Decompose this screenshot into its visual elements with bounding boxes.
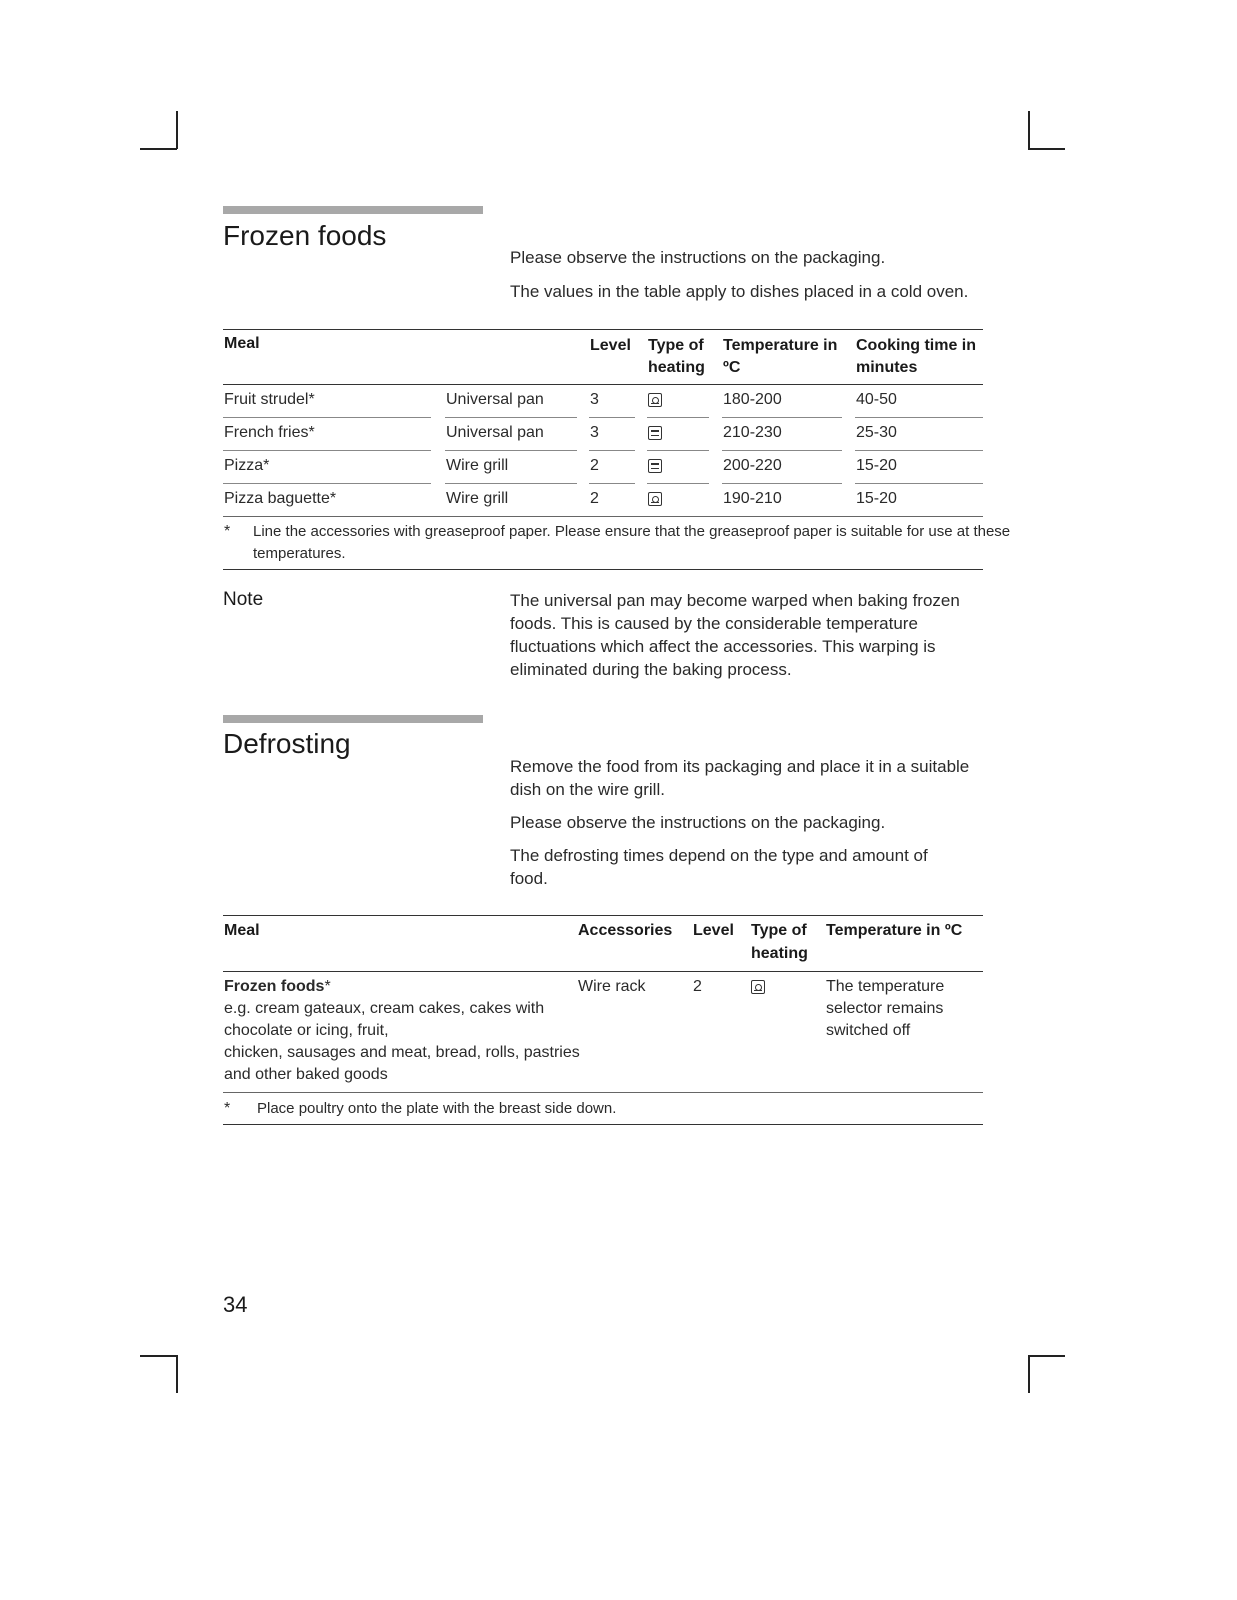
table-row-accessory: Universal pan <box>446 391 544 408</box>
note-line-3: fluctuations which affect the accessories. This warping is <box>510 637 936 656</box>
section-title-frozen-foods: Frozen foods <box>223 220 387 251</box>
defrost-row-meal-line-1: e.g. cream gateaux, cream cakes, cakes with <box>224 1000 545 1017</box>
defrost-header-accessories: Accessories <box>578 922 673 939</box>
defrost-row-accessory: Wire rack <box>578 978 646 995</box>
defrost-para-3-line-2: food. <box>510 869 548 888</box>
defrost-para-3-line-1: The defrosting times depend on the type and amount of <box>510 846 928 865</box>
frozen-header-temp-2: ºC <box>723 359 741 376</box>
table-row-time: 15-20 <box>856 490 897 507</box>
crop-mark-bottom-left-v <box>176 1355 178 1393</box>
crop-mark-top-left-h <box>140 148 177 150</box>
note-line-2: foods. This is caused by the considerable temperature <box>510 614 918 633</box>
frozen-header-type-2: heating <box>648 359 705 376</box>
note-label: Note <box>223 589 264 610</box>
defrost-footnote-rule <box>223 1092 983 1093</box>
defrost-header-type-1: Type of <box>751 922 807 939</box>
table-row-meal: Fruit strudel* <box>224 391 315 408</box>
frozen-header-type-1: Type of <box>648 337 704 354</box>
defrost-table-bottom-rule <box>223 1124 983 1125</box>
table-row-level: 2 <box>590 490 599 507</box>
row-divider <box>647 483 709 484</box>
table-row-temp: 180-200 <box>723 391 782 408</box>
frozen-header-level: Level <box>590 337 631 354</box>
row-divider <box>223 450 431 451</box>
table-row-accessory: Universal pan <box>446 424 544 441</box>
table-row-level: 3 <box>590 391 599 408</box>
defrost-header-level: Level <box>693 922 734 939</box>
defrost-footnote: Place poultry onto the plate with the breast side down. <box>257 1100 617 1117</box>
row-divider <box>589 483 635 484</box>
row-divider <box>855 450 983 451</box>
row-divider <box>589 450 635 451</box>
frozen-header-time-1: Cooking time in <box>856 337 976 354</box>
row-divider <box>647 417 709 418</box>
row-divider <box>855 417 983 418</box>
frozen-footnote-rule <box>223 516 983 517</box>
defrost-header-meal: Meal <box>224 922 260 939</box>
defrost-row-meal-line-4: and other baked goods <box>224 1066 388 1083</box>
row-divider <box>647 450 709 451</box>
page-number: 34 <box>223 1292 248 1317</box>
table-row-level: 2 <box>590 457 599 474</box>
defrost-row-temp-line-3: switched off <box>826 1022 911 1039</box>
defrost-row-level: 2 <box>693 978 702 995</box>
frozen-header-rule <box>223 384 983 385</box>
crop-mark-top-right-h <box>1028 148 1065 150</box>
defrost-para-1-line-2: dish on the wire grill. <box>510 780 665 799</box>
hot-air-icon <box>648 393 662 407</box>
hot-air-icon <box>648 492 662 506</box>
frozen-header-meal: Meal <box>224 335 260 352</box>
crop-mark-top-left-v <box>176 111 178 149</box>
frozen-footnote-line-2: temperatures. <box>253 545 346 562</box>
table-row-accessory: Wire grill <box>446 457 509 474</box>
row-divider <box>223 417 431 418</box>
defrost-footnote-mark: * <box>224 1100 231 1117</box>
frozen-footnote-mark: * <box>224 523 231 540</box>
defrost-header-rule <box>223 971 983 972</box>
note-line-4: eliminated during the baking process. <box>510 660 792 679</box>
table-row-meal: Pizza baguette* <box>224 490 337 507</box>
row-divider <box>445 417 577 418</box>
row-divider <box>445 483 577 484</box>
frozen-table-top-rule <box>223 329 983 330</box>
defrost-row-meal-title <box>224 976 331 998</box>
row-divider <box>722 450 842 451</box>
defrost-header-temp: Temperature in ºC <box>826 922 963 939</box>
row-divider <box>223 483 431 484</box>
defrost-table-top-rule <box>223 915 983 916</box>
hot-air-icon <box>751 980 765 994</box>
crop-mark-bottom-right-h <box>1028 1355 1065 1357</box>
table-row-temp: 190-210 <box>723 490 782 507</box>
table-row-meal: French fries* <box>224 424 315 441</box>
defrost-row-meal-line-3: chicken, sausages and meat, bread, rolls, pastries <box>224 1044 580 1061</box>
note-line-1: The universal pan may become warped when baking frozen <box>510 591 960 610</box>
row-divider <box>855 483 983 484</box>
table-row-temp: 210-230 <box>723 424 782 441</box>
defrost-meal-title: Frozen foods <box>224 978 325 995</box>
defrost-para-2: Please observe the instructions on the packaging. <box>510 813 886 832</box>
defrost-row-temp-line-2: selector remains <box>826 1000 944 1017</box>
table-row-temp: 200-220 <box>723 457 782 474</box>
row-divider <box>722 483 842 484</box>
table-row-time: 15-20 <box>856 457 897 474</box>
row-divider <box>722 417 842 418</box>
table-row-time: 25-30 <box>856 424 897 441</box>
defrost-meal-star: * <box>324 978 331 995</box>
frozen-table-bottom-rule <box>223 569 983 570</box>
table-row-meal: Pizza* <box>224 457 270 474</box>
crop-mark-bottom-left-h <box>140 1355 177 1357</box>
section-title-defrosting: Defrosting <box>223 728 351 759</box>
section-bar-defrosting <box>223 715 483 723</box>
crop-mark-bottom-right-v <box>1028 1355 1030 1393</box>
frozen-intro-1: Please observe the instructions on the packaging. <box>510 248 886 267</box>
crop-mark-top-right-v <box>1028 111 1030 149</box>
defrost-header-type-2: heating <box>751 945 808 962</box>
section-bar-frozen <box>223 206 483 214</box>
row-divider <box>589 417 635 418</box>
defrost-row-temp-line-1: The temperature <box>826 978 945 995</box>
table-row-time: 40-50 <box>856 391 897 408</box>
table-row-accessory: Wire grill <box>446 490 509 507</box>
table-row-level: 3 <box>590 424 599 441</box>
top-bottom-heating-icon <box>648 426 662 440</box>
frozen-footnote-line-1: Line the accessories with greaseproof paper. Please ensure that the greaseproof paper is suitable for use at these <box>253 523 1011 540</box>
frozen-header-temp-1: Temperature in <box>723 337 838 354</box>
frozen-header-time-2: minutes <box>856 359 918 376</box>
row-divider <box>445 450 577 451</box>
frozen-intro-2: The values in the table apply to dishes placed in a cold oven. <box>510 282 969 301</box>
defrost-para-1-line-1: Remove the food from its packaging and place it in a suitable <box>510 757 970 776</box>
defrost-row-meal-line-2: chocolate or icing, fruit, <box>224 1022 389 1039</box>
top-bottom-heating-icon <box>648 459 662 473</box>
